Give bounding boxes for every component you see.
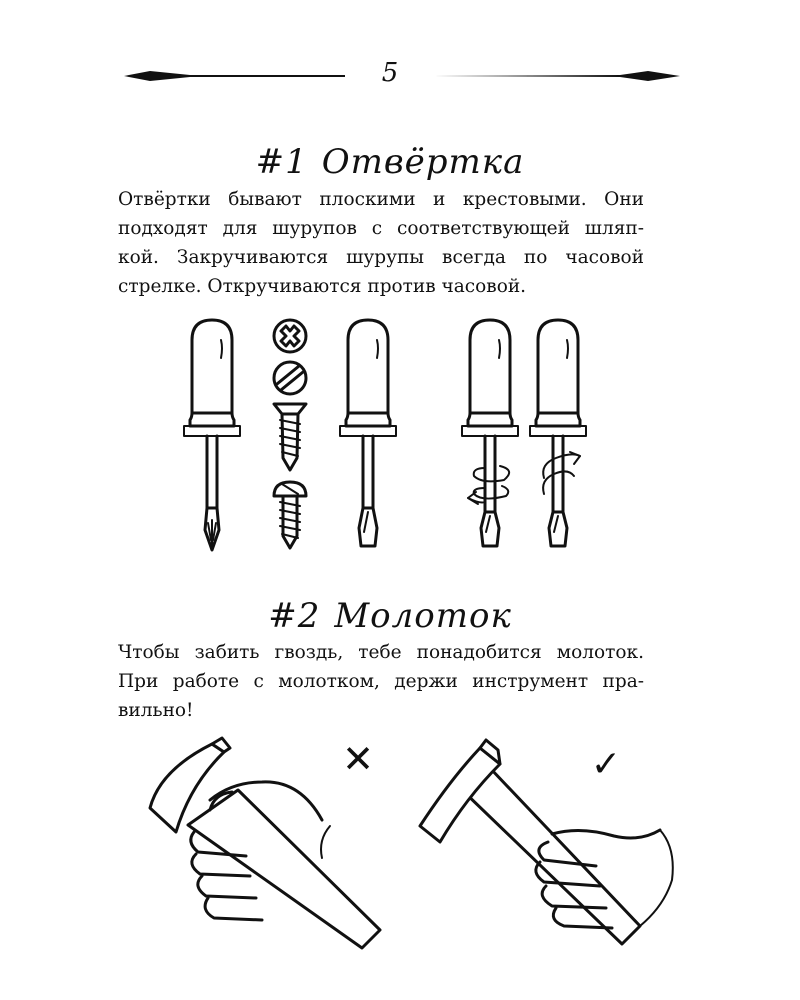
section-1-line: стрелке. Откручиваются против часовой. [118,276,527,297]
phillips-screwdriver [184,320,240,550]
section-1-paragraph [118,185,644,301]
section-2-line: Чтобы забить гвоздь, тебе понадобится молоток. [118,642,644,663]
section-2-paragraph [118,638,644,725]
hammer-right-grip [420,740,673,944]
section-1-heading: Отвёртка [321,142,525,182]
section-2-line: вильно! [118,700,194,721]
section-2-heading: Молоток [334,596,512,636]
section-2-number: #2 [268,596,321,636]
section-1-line: подходят для шурупов с соответствующей шляп- [118,218,644,239]
screwdriver-unscrew [462,320,518,546]
flat-screwdriver [340,320,396,546]
section-1-line: Отвёртки бывают плоскими и крестовыми. Они [118,189,644,210]
section-1-line: кой. Закручиваются шурупы всегда по часовой [118,247,644,268]
wrong-mark: ✕ [342,737,374,781]
page-number: 5 [381,58,399,88]
screws-group [274,320,306,548]
section-2-title [0,596,780,636]
screwdrivers-illustration [0,318,800,558]
right-mark: ✓ [590,744,622,785]
section-1-title [0,142,780,182]
screwdriver-screw [530,320,586,546]
section-2-line: При работе с молотком, держи инструмент пра- [118,671,644,692]
hammer-illustrations [0,730,800,970]
section-1-number: #1 [255,142,308,182]
